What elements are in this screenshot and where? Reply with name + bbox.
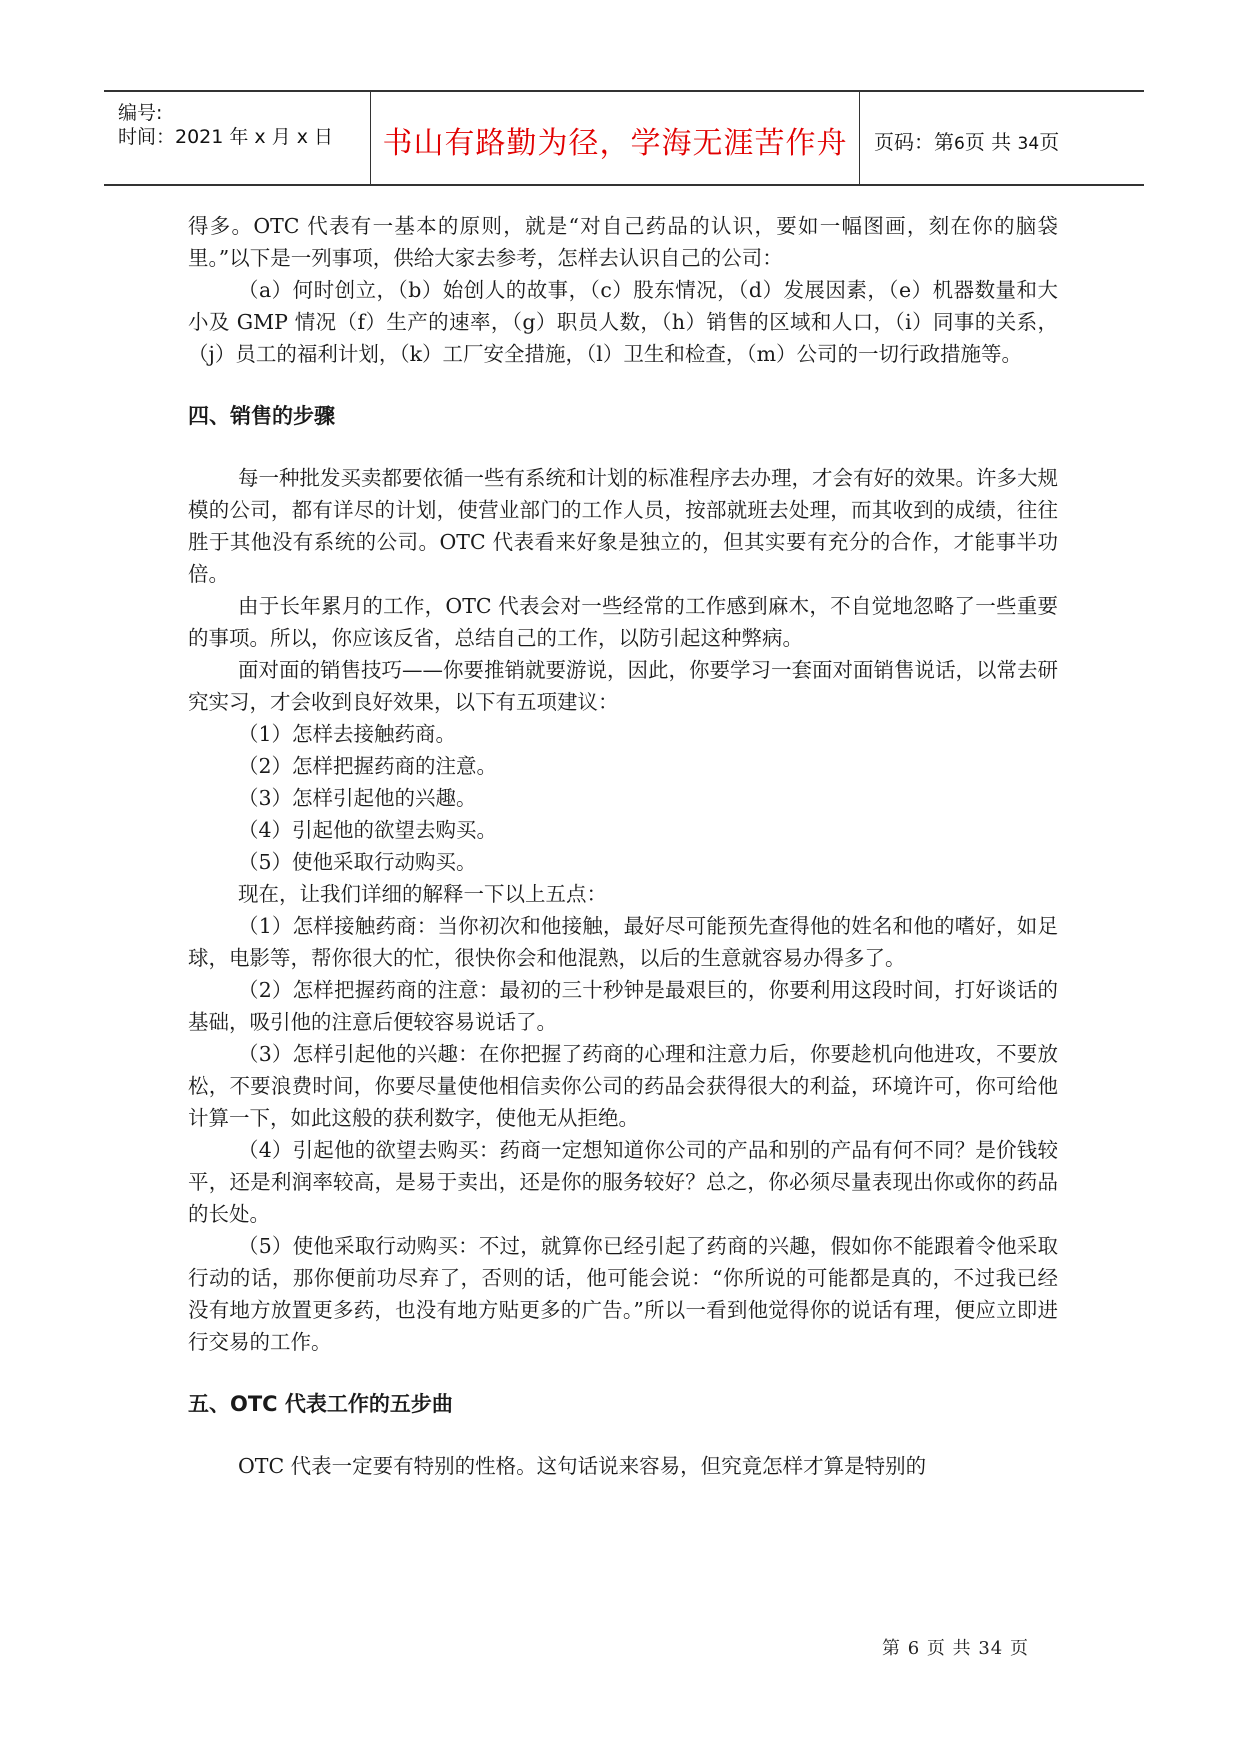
paragraph-company-items: （a）何时创立，（b）始创人的故事，（c）股东情况，（d）发展因素，（e）机器数量和大小及 GMP 情况（f）生产的速率，（g）职员人数，（h）销售的区域和人口，（i）同事的关系，（j）员工的福利计划，（k）工厂安全措施，（l）卫生和检查，（m）公司的一切行政措施等。 bbox=[188, 278, 1058, 366]
paragraph-otc-character: OTC 代表一定要有特别的性格。这句话说来容易，但究竟怎样才算是特别的 bbox=[238, 1454, 927, 1478]
page-suffix: 页 bbox=[1039, 130, 1060, 154]
document-body bbox=[188, 210, 1058, 1482]
list-item: （5）使他采取行动购买。 bbox=[238, 850, 477, 874]
page-mid: 页 共 bbox=[964, 130, 1012, 154]
paragraph-face-to-face: 面对面的销售技巧——你要推销就要游说，因此，你要学习一套面对面销售说话，以常去研究实习，才会收到良好效果，以下有五项建议： bbox=[188, 658, 1058, 714]
section-heading-five-steps: 五、OTC 代表工作的五步曲 bbox=[188, 1392, 453, 1416]
paragraph-sales-procedure: 每一种批发买卖都要依循一些有系统和计划的标准程序去办理，才会有好的效果。许多大规模的公司，都有详尽的计划，使营业部门的工作人员，按部就班去处理，而其收到的成绩，往往胜于其他没有系统的公司。OTC 代表看来好象是独立的，但其实要有充分的合作，才能事半功倍。 bbox=[188, 466, 1058, 586]
page-prefix: 页码：第 bbox=[874, 130, 954, 154]
page-total: 34 bbox=[1017, 134, 1040, 154]
paragraph-reflection: 由于长年累月的工作，OTC 代表会对一些经常的工作感到麻木，不自觉地忽略了一些重要的事项。所以，你应该反省，总结自己的工作，以防引起这种弊病。 bbox=[188, 594, 1058, 650]
time-label: 时间：2021 年 x 月 x 日 bbox=[118, 126, 334, 148]
section-heading-sales-steps: 四、销售的步骤 bbox=[188, 404, 335, 428]
motto-text: 书山有路勤为径，学海无涯苦作舟 bbox=[382, 126, 848, 161]
page-indicator bbox=[874, 126, 1059, 155]
list-item: （2）怎样把握药商的注意。 bbox=[238, 754, 498, 778]
paragraph-explain-interest: （3）怎样引起他的兴趣：在你把握了药商的心理和注意力后，你要趁机向他进攻，不要放松，不要浪费时间，你要尽量使他相信卖你公司的药品会获得很大的利益，环境许可，你可给他计算一下，如此这般的获利数字，使他无从拒绝。 bbox=[188, 1042, 1058, 1130]
list-item: （4）引起他的欲望去购买。 bbox=[238, 818, 498, 842]
list-item: （3）怎样引起他的兴趣。 bbox=[238, 786, 477, 810]
header-motto-cell bbox=[370, 92, 860, 184]
paragraph-explanation-intro: 现在，让我们详细的解释一下以上五点： bbox=[238, 882, 607, 906]
paragraph-explain-desire: （4）引起他的欲望去购买：药商一定想知道你公司的产品和别的产品有何不同？是价钱较平，还是利润率较高，是易于卖出，还是你的服务较好？总之，你必须尽量表现出你或你的药品的长处。 bbox=[188, 1138, 1058, 1226]
paragraph-explain-attention: （2）怎样把握药商的注意：最初的三十秒钟是最艰巨的，你要利用这段时间，打好谈话的基础，吸引他的注意后便较容易说话了。 bbox=[188, 978, 1058, 1034]
paragraph-explain-action: （5）使他采取行动购买：不过，就算你已经引起了药商的兴趣，假如你不能跟着令他采取行动的话，那你便前功尽弃了，否则的话，他可能会说：“你所说的可能都是真的，不过我已经没有地方放置更多药，也没有地方贴更多的广告。”所以一看到他觉得你的说话有理，便应立即进行交易的工作。 bbox=[188, 1234, 1058, 1354]
page-number: 6 bbox=[954, 134, 965, 154]
list-item: （1）怎样去接触药商。 bbox=[238, 722, 457, 746]
header-page-cell bbox=[860, 92, 1144, 184]
paragraph-company-knowledge: 得多。OTC 代表有一基本的原则，就是“对自己药品的认识，要如一幅图画，刻在你的脑袋里。”以下是一列事项，供给大家去参考，怎样去认识自己的公司： bbox=[188, 214, 1058, 270]
page-header bbox=[104, 90, 1144, 186]
header-info-cell bbox=[104, 92, 370, 184]
page-footer: 第 6 页 共 34 页 bbox=[882, 1638, 1029, 1659]
serial-number-label: 编号: bbox=[118, 102, 163, 124]
paragraph-explain-contact: （1）怎样接触药商：当你初次和他接触，最好尽可能预先查得他的姓名和他的嗜好，如足球，电影等，帮你很大的忙，很快你会和他混熟，以后的生意就容易办得多了。 bbox=[188, 914, 1058, 970]
